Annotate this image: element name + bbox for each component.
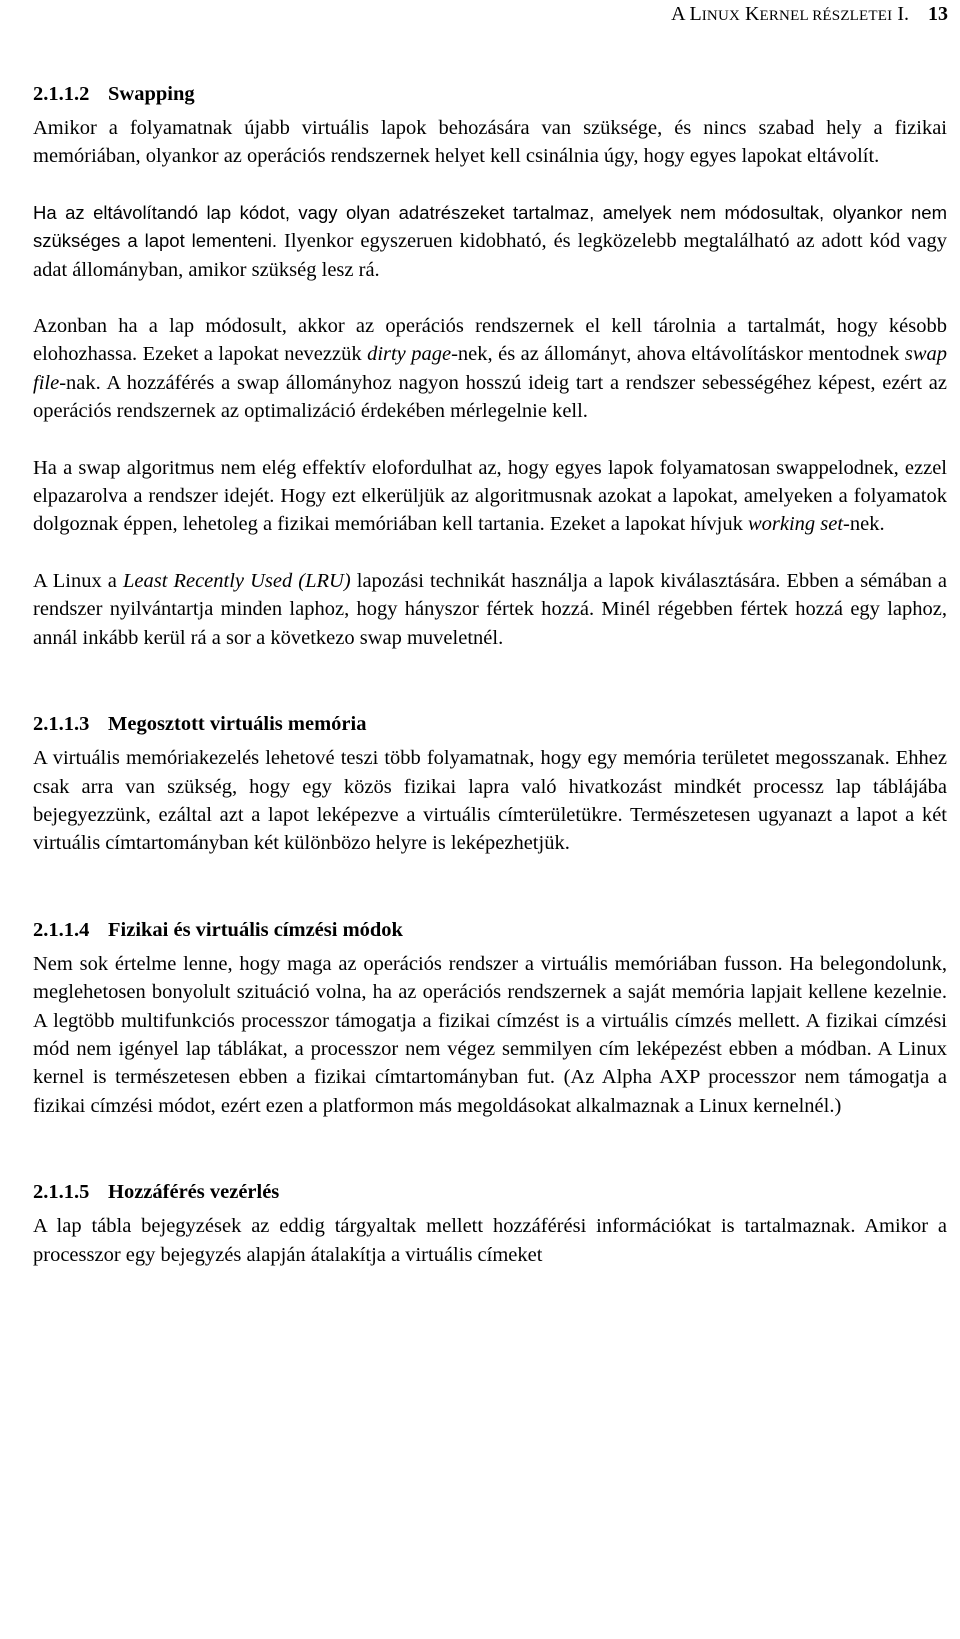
section-number: 2.1.1.4 xyxy=(33,918,90,941)
paragraph-text: lapozási technikát használja a lapok kiválasztására. Ebben a sémában a rendszer nyilvántartja minden laphoz, hogy hányszor fértek hozzá. Minél régebben fértek hozzá egy laphoz, annál inkább kerül rá a sor a következo swap muveletnél. xyxy=(33,569,947,649)
section-heading-shared-memory xyxy=(33,710,947,738)
paragraph-text: A Linux a xyxy=(33,569,123,592)
section-title: Fizikai és virtuális címzési módok xyxy=(108,918,403,941)
paragraph: Amikor a folyamatnak újabb virtuális lapok behozására van szüksége, és nincs szabad hely a fizikai memóriában, olyankor az operációs rendszernek helyet kell csinálnia úgy, hogy egyes lapokat eltávolít. xyxy=(33,117,947,168)
paragraph-text: Azonban ha a lap módosult, akkor az operációs rendszernek el kell tárolnia a tartalmát, hogy késobb elohozhassa. Ezeket a lapokat nevezzük xyxy=(33,315,947,366)
italic-term: working set xyxy=(747,513,844,536)
paragraph-text: -nek. xyxy=(843,513,885,536)
paragraph: A virtuális memóriakezelés lehetové teszi több folyamatnak, hogy egy memória területet megosszanak. Ehhez csak arra van szükség, hogy egy közös fizikai lapra való hivatkozást mindkét processz lap táblájába bejegyezzünk, ezáltal azt a lapot leképezve a virtuális címterületükre. Természetesen ugyanazt a lapot a két virtuális címtartományban két különbözo helyre is leképezhetjük. xyxy=(33,747,947,855)
italic-term: Least Recently Used (LRU) xyxy=(122,569,351,592)
page-body xyxy=(33,80,947,1269)
section-heading-access-control xyxy=(33,1178,947,1206)
running-header xyxy=(671,0,948,28)
running-title-part: ERNEL RÉSZLETEI xyxy=(759,8,893,24)
running-title-part: I. xyxy=(897,3,909,25)
paragraph xyxy=(33,454,947,539)
page-number: 13 xyxy=(928,3,948,25)
section-number: 2.1.1.2 xyxy=(33,83,90,105)
paragraph-text: Ilyenkor egyszeruen kidobható, és legközelebb megtalálható az adott kód vagy adat állományban, amikor szükség lesz rá. xyxy=(33,230,947,281)
paragraph xyxy=(33,567,947,652)
paragraph-text: Ha az eltávolítandó lap kódot, vagy olyan adatrészeket tartalmaz, amelyek nem módosultak, olyankor nem szükséges a lapot lementeni. xyxy=(33,201,947,252)
paragraph-text: -nak. A hozzáférés a swap állományhoz nagyon hosszú ideig tart a rendszer sebességéhez képest, ezért az operációs rendszernek az optimalizáció érdekében mérlegelnie kell. xyxy=(33,371,947,423)
section-title: Hozzáférés vezérlés xyxy=(108,1181,280,1204)
paragraph: A lap tábla bejegyzések az eddig tárgyaltak mellett hozzáférési információkat is tartalmaznak. Amikor a processzor egy bejegyzés alapján átalakítja a virtuális címeket xyxy=(33,1215,947,1266)
italic-term: dirty page xyxy=(367,343,452,366)
section-title: Swapping xyxy=(108,83,195,105)
section-number: 2.1.1.5 xyxy=(33,1181,90,1204)
running-title-part: INUX xyxy=(701,8,741,24)
paragraph xyxy=(33,312,947,426)
section-number: 2.1.1.3 xyxy=(33,713,90,736)
paragraph-text: -nek, és az állományt, ahova eltávolításkor mentodnek xyxy=(451,343,905,366)
paragraph-text: Ha a swap algoritmus nem elég effektív elofordulhat az, hogy egyes lapok folyamatosan swappelodnek, ezzel elpazarolva a rendszer idejét. Hogy ezt elkerüljük az algoritmusnak azokat a lapokat, amelyeken a folyamatok dolgoznak éppen, lehetoleg a fizikai memóriában kell tartania. Ezeket a lapokat hívjuk xyxy=(33,456,947,536)
paragraph: Nem sok értelme lenne, hogy maga az operációs rendszer a virtuális memóriában fusson. Ha belegondolunk, meglehetosen bonyolult szituáció volna, ha az operációs rendszernek a saját memória lapjait kellene kezelnie. A legtöbb multifunkciós processzor támogatja a fizikai címzést is a virtuális címzés mellett. A fizikai címzési mód nem igényel lap táblákat, a processzor nem végez semmilyen cím leképezést ebben a módban. A Linux kernel is természetesen ebben a fizikai címtartományban fut. (Az Alpha AXP processzor nem támogatja a fizikai címzési módot, ezért ezen a platformon más megoldásokat alkalmaznak a Linux kernelnél.) xyxy=(33,952,947,1117)
section-heading-addressing-modes xyxy=(33,916,947,944)
running-title-part: K xyxy=(745,3,760,25)
paragraph xyxy=(33,199,947,284)
running-title-part: A L xyxy=(671,3,702,25)
italic-term: swap file xyxy=(33,343,947,394)
section-title: Megosztott virtuális memória xyxy=(108,713,367,736)
section-heading-swapping xyxy=(33,80,947,108)
